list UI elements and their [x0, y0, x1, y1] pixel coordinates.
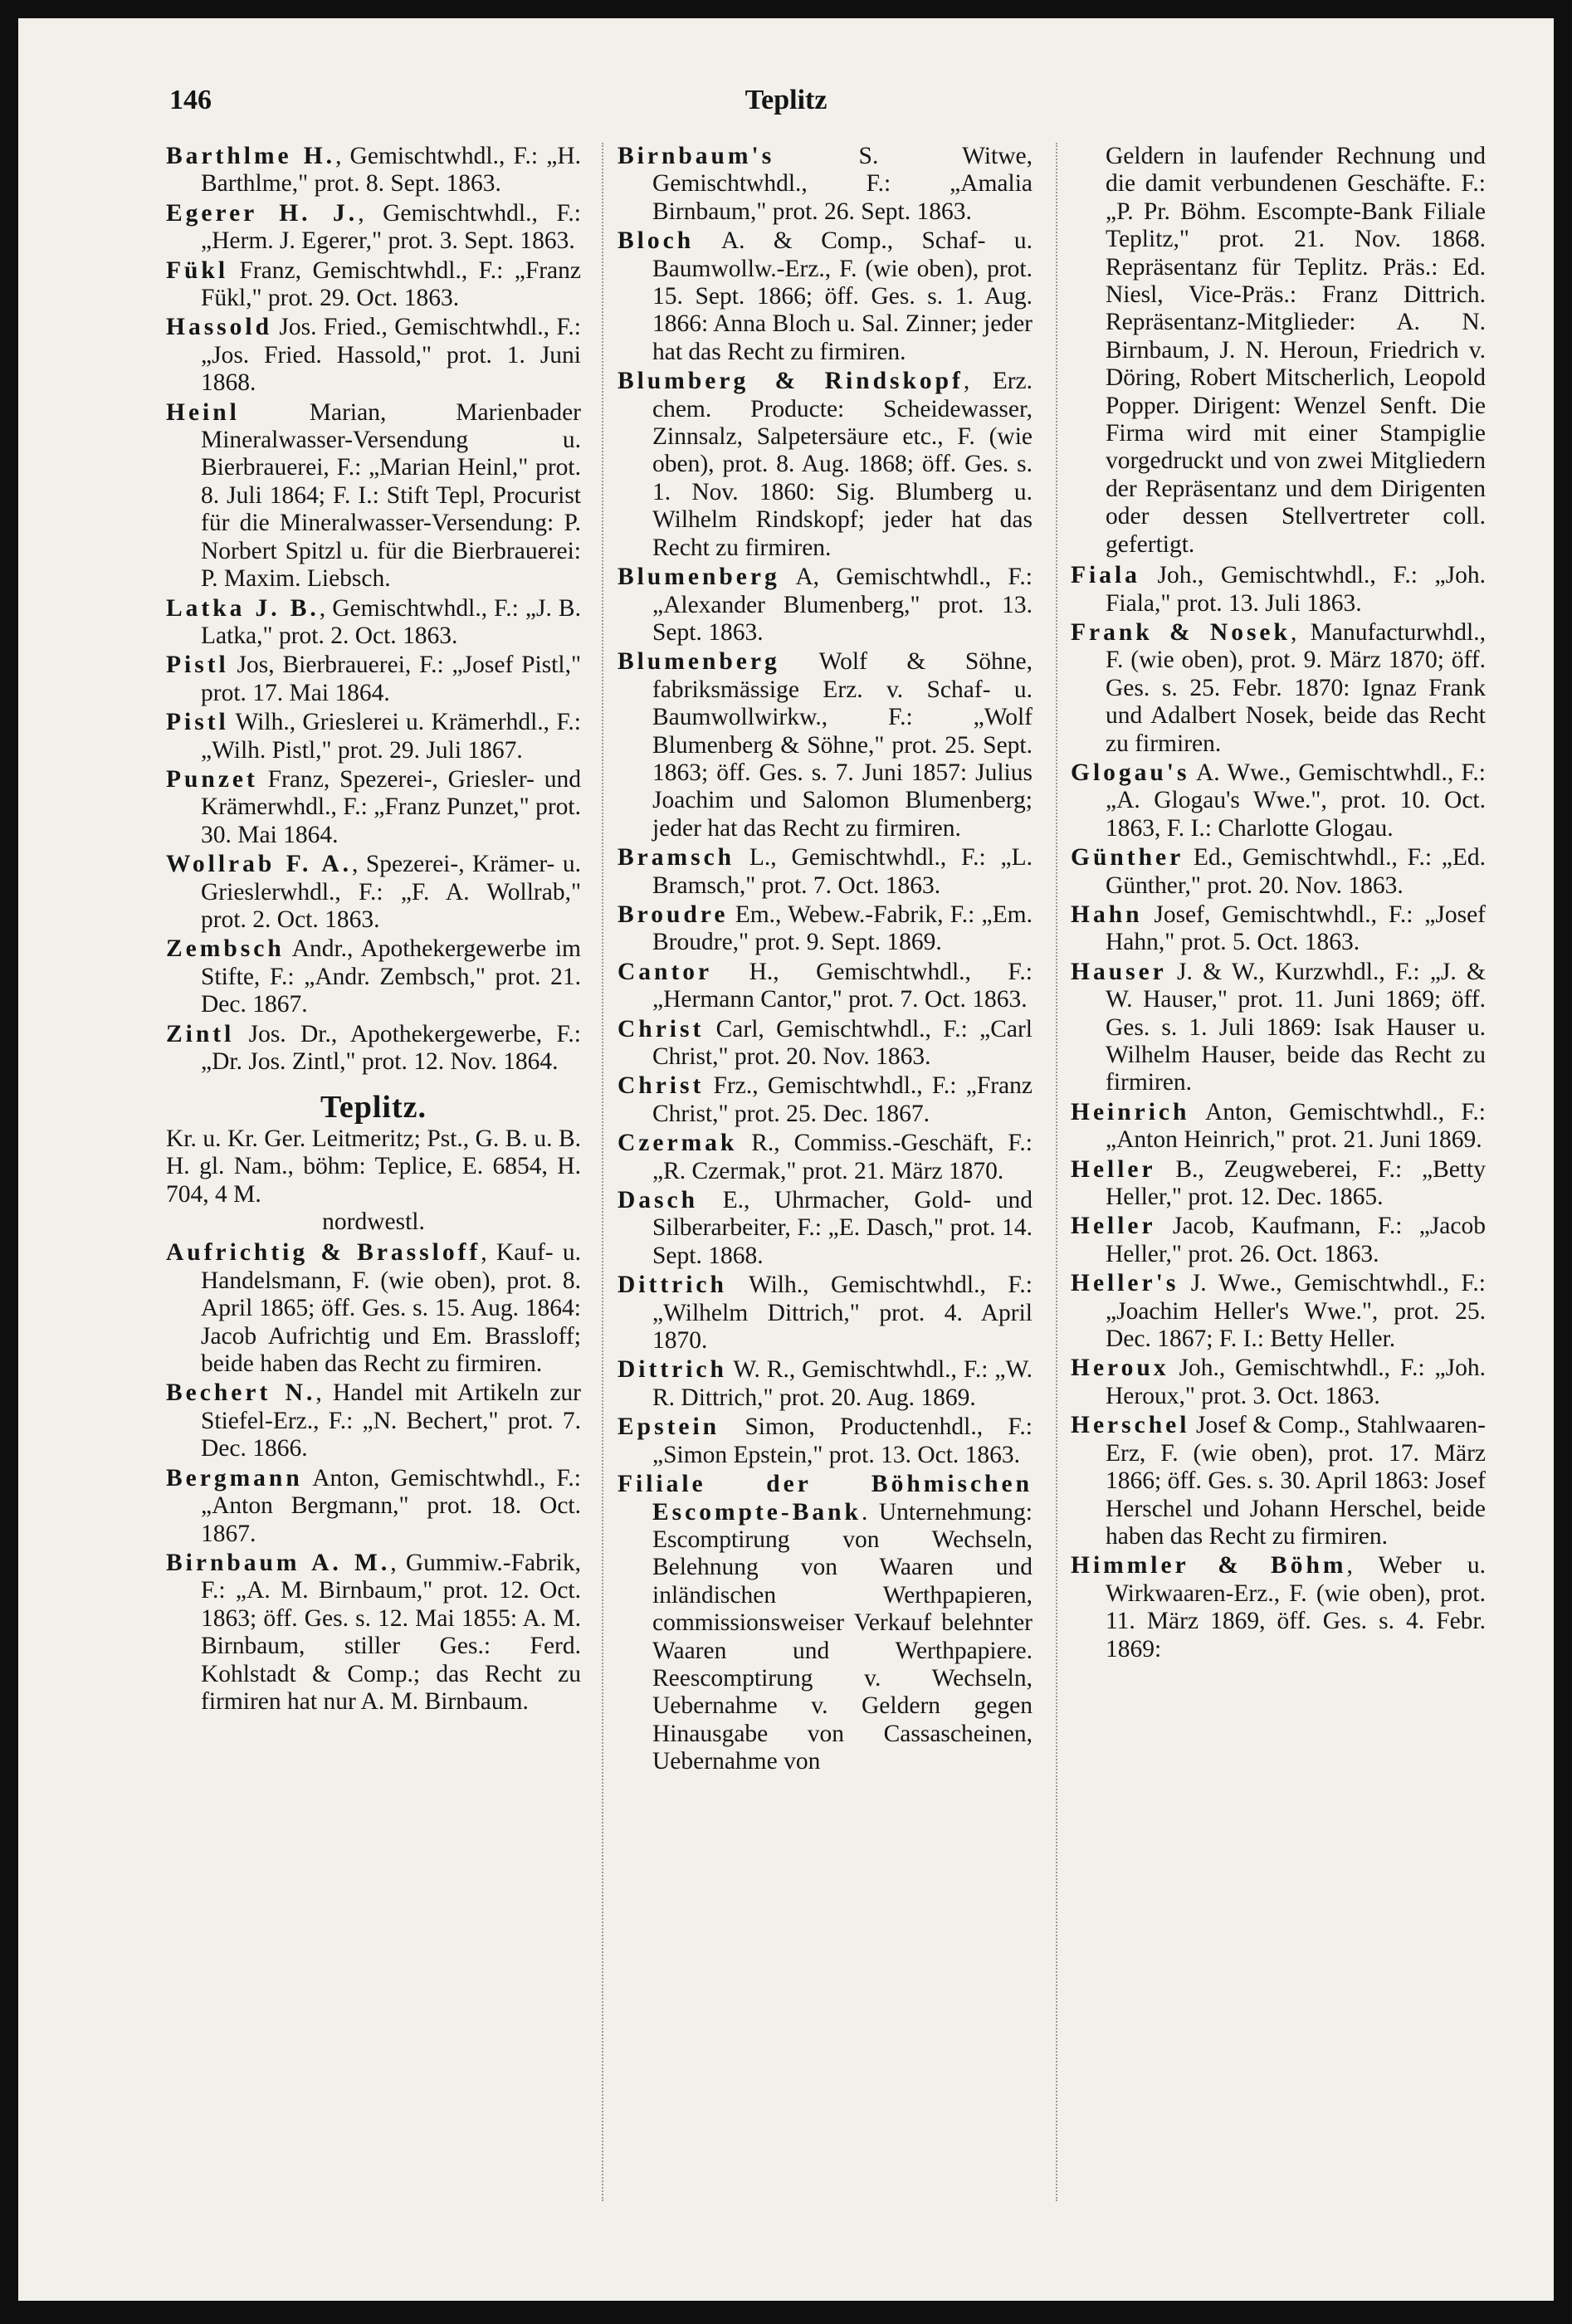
directory-entry	[166, 595, 581, 651]
directory-entry	[166, 1379, 581, 1462]
entry-body: A, Gemischtwhdl., F.: „Alexander Blumenberg," prot. 13. Sept. 1863.	[652, 564, 1033, 646]
entry-body: H., Gemischtwhdl., F.: „Hermann Cantor," prot. 7. Oct. 1863.	[652, 958, 1033, 1013]
entry-name: Birnbaum A. M.	[166, 1549, 391, 1576]
entry-name: Punzet	[166, 765, 258, 793]
entry-name: Broudre	[618, 901, 729, 928]
directory-entry	[166, 200, 581, 256]
entry-body: Marian, Marienbader Mineralwasser-Versendung u. Bierbrauerei, F.: „Marian Heinl," prot. 8. Juli 1864; F. I.: Stift Tepl, Procurist für die Mineralwasser-Versendung: P. Norbert Spitzl u. für die Bierbrauerei: P. Maxim. Liebsch.	[201, 398, 581, 593]
entry-body: Wolf & Söhne, fabriksmässige Erz. v. Schaf- u. Baumwollwirkw., F.: „Wolf Blumenberg & Söhne," prot. 25. Sept. 1863; öff. Ges. s. 7. Juni 1857: Julius Joachim und Salomon Blumenberg; jeder hat das Recht zu firmiren.	[652, 648, 1033, 842]
entry-name: Bramsch	[618, 844, 735, 872]
entry-name: Fiala	[1071, 562, 1140, 589]
directory-entry	[1071, 844, 1486, 900]
entry-name: Herschel	[1071, 1412, 1190, 1439]
directory-entry	[166, 851, 581, 934]
entry-body: E., Uhrmacher, Gold- und Silberarbeiter, F.: „E. Dasch," prot. 14. Sept. 1868.	[652, 1187, 1033, 1269]
directory-entry	[1071, 959, 1486, 1097]
entry-name: Hauser	[1071, 958, 1167, 985]
section-info-last: nordwestl.	[322, 1208, 425, 1236]
directory-entry	[1071, 1355, 1486, 1410]
entry-name: Blumberg & Rindskopf	[618, 368, 964, 395]
directory-entry	[618, 1130, 1033, 1185]
directory-entry	[618, 1187, 1033, 1270]
entry-name: Heroux	[1071, 1355, 1169, 1382]
entry-body: R., Commiss.-Geschäft, F.: „R. Czermak," prot. 21. März 1870.	[652, 1130, 1033, 1184]
entry-name: Aufrichtig & Brassloff	[166, 1239, 481, 1267]
running-title: Teplitz	[745, 85, 827, 115]
entry-name: Pistl	[166, 652, 229, 679]
entry-body: L., Gemischtwhdl., F.: „L. Bramsch," prot. 7. Oct. 1863.	[652, 844, 1033, 899]
entry-body: , Gemischtwhdl., F.: „J. B. Latka," prot. 2. Oct. 1863.	[201, 594, 581, 649]
entry-name: Latka J. B.	[166, 594, 320, 622]
entry-name: Glogau's	[1071, 759, 1190, 786]
directory-entry	[166, 143, 581, 198]
entry-body: J. Wwe., Gemischtwhdl., F.: „Joachim Heller's Wwe.", prot. 25. Dec. 1867; F. I.: Betty Heller.	[1106, 1270, 1486, 1353]
directory-entry	[166, 709, 581, 764]
entry-body: S. Witwe, Gemischtwhdl., F.: „Amalia Birnbaum," prot. 26. Sept. 1863.	[652, 143, 1033, 225]
entry-body: . Unternehmung: Escomptirung von Wechseln, Belehnung von Waaren und inländischen Werthpapieren, commissionsweiser Verkauf belehnter Waaren und Werthpapiere. Reescomptirung v. Wechseln, Uebernahme v. Geldern gegen Hinausgabe von Cassascheinen, Uebernahme von	[652, 1498, 1033, 1775]
entry-body: A. Wwe., Gemischtwhdl., F.: „A. Glogau's Wwe.", prot. 10. Oct. 1863, F. I.: Charlotte Glogau.	[1106, 759, 1486, 842]
directory-entry	[166, 935, 581, 1018]
directory-entry	[166, 1465, 581, 1548]
entry-body: Carl, Gemischtwhdl., F.: „Carl Christ," prot. 20. Nov. 1863.	[652, 1015, 1033, 1070]
section-info	[166, 1125, 581, 1237]
entry-body: , Gemischtwhdl., F.: „H. Barthlme," prot. 8. Sept. 1863.	[201, 143, 581, 198]
entry-name: Dasch	[618, 1187, 699, 1214]
column-divider	[602, 143, 605, 2201]
column-2	[618, 143, 1033, 1778]
entry-name: Günther	[1071, 844, 1184, 872]
entry-body: , Gemischtwhdl., F.: „Herm. J. Egerer," prot. 3. Sept. 1863.	[201, 199, 581, 255]
entry-body: J. & W., Kurzwhdl., F.: „J. & W. Hauser," prot. 11. Juni 1869; öff. Ges. s. 1. Juli 1869: Isak Hauser u. Wilhelm Hauser, beide das Recht zu firmiren.	[1106, 958, 1486, 1096]
entry-name: Bergmann	[166, 1464, 303, 1492]
entry-name: Bechert N.	[166, 1379, 316, 1407]
section-title: Teplitz.	[320, 1090, 427, 1125]
entry-body: A. & Comp., Schaf- u. Baumwollw.-Erz., F. (wie oben), prot. 15. Sept. 1866; öff. Ges. s. 1. Aug. 1866: Anna Bloch u. Sal. Zinner; jeder hat das Recht zu firmiren.	[652, 227, 1033, 365]
entry-name: Zintl	[166, 1020, 235, 1047]
directory-entry	[618, 564, 1033, 647]
page-number: 146	[169, 85, 212, 115]
entry-body: Wilh., Grieslerei u. Krämerhdl., F.: „Wilh. Pistl," prot. 29. Juli 1867.	[201, 709, 581, 764]
entry-name: Dittrich	[618, 1356, 727, 1384]
entry-body: Anton, Gemischtwhdl., F.: „Anton Bergmann," prot. 18. Oct. 1867.	[201, 1464, 581, 1547]
entry-name: Blumenberg	[618, 648, 780, 676]
directory-entry	[618, 227, 1033, 366]
directory-entry	[166, 1550, 581, 1716]
entry-body: Jos. Dr., Apothekergewerbe, F.: „Dr. Jos. Zintl," prot. 12. Nov. 1864.	[201, 1020, 581, 1075]
directory-entry	[618, 648, 1033, 842]
entry-name: Bloch	[618, 227, 695, 255]
entry-name: Frank & Nosek	[1071, 618, 1291, 646]
entry-name: Hahn	[1071, 901, 1143, 928]
page	[18, 18, 1554, 2301]
entry-name: Zembsch	[166, 935, 285, 963]
entry-name: Fükl	[166, 256, 229, 284]
entry-body: Joh., Gemischtwhdl., F.: „Joh. Heroux," prot. 3. Oct. 1863.	[1106, 1355, 1486, 1409]
directory-entry	[618, 1072, 1033, 1128]
entry-name: Cantor	[618, 958, 713, 985]
entry-name: Heller	[1071, 1155, 1156, 1183]
column-divider	[1056, 143, 1059, 2201]
directory-entry	[1071, 1156, 1486, 1212]
directory-entry	[618, 1471, 1033, 1775]
entry-name: Himmler & Böhm	[1071, 1552, 1347, 1579]
directory-entry	[618, 143, 1033, 226]
entry-name: Christ	[618, 1015, 705, 1042]
entry-body: Andr., Apothekergewerbe im Stifte, F.: „Andr. Zembsch," prot. 21. Dec. 1867.	[201, 935, 581, 1018]
entry-name: Birnbaum's	[618, 143, 775, 169]
directory-entry	[1071, 1552, 1486, 1663]
directory-entry	[618, 1356, 1033, 1412]
directory-entry	[166, 314, 581, 397]
directory-entry	[1071, 1412, 1486, 1550]
entry-body: Jos, Bierbrauerei, F.: „Josef Pistl," prot. 17. Mai 1864.	[201, 652, 581, 706]
entry-name: Filiale der Böhmischen Escompte-Bank	[618, 1471, 1033, 1526]
entry-name: Wollrab F. A.	[166, 851, 352, 878]
entry-body: Franz, Spezerei-, Griesler- und Krämerwhdl., F.: „Franz Punzet," prot. 30. Mai 1864.	[201, 765, 581, 848]
page-header	[18, 66, 1554, 116]
column-1	[166, 143, 581, 1717]
entry-body: Joh., Gemischtwhdl., F.: „Joh. Fiala," prot. 13. Juli 1863.	[1106, 562, 1486, 617]
entry-body: , Kauf- u. Handelsmann, F. (wie oben), prot. 8. April 1865; öff. Ges. s. 15. Aug. 1864: Jacob Aufrichtig und Em. Brassloff; beide haben das Recht zu firmiren.	[201, 1239, 581, 1378]
section-info-text: Kr. u. Kr. Ger. Leitmeritz; Pst., G. B. u. B. H. gl. Nam., böhm: Teplice, E. 6854, H. 704, 4 M.	[166, 1125, 581, 1208]
entry-name: Hassold	[166, 314, 273, 341]
continuation-text: Geldern in laufender Rechnung und die damit verbundenen Geschäfte. F.: „P. Pr. Böhm. Escompte-Bank Filiale Teplitz," prot. 21. Nov. 1868. Repräsentanz für Teplitz. Präs.: Ed. Niesl, Vice-Präs.: Franz Dittrich. Repräsentanz-Mitglieder: A. N. Birnbaum, J. N. Heroun, Friedrich v. Döring, Robert Mitscherlich, Leopold Popper. Dirigent: Wenzel Senft. Die Firma wird mit einer Stampiglie vorgedruckt und von zwei Mitgliedern der Repräsentanz und dem Dirigenten oder dessen Stellvertreter coll. gefertigt.	[1106, 143, 1486, 558]
directory-entry	[1071, 619, 1486, 758]
entry-body: Simon, Productenhdl., F.: „Simon Epstein," prot. 13. Oct. 1863.	[652, 1413, 1033, 1468]
entry-name: Heller	[1071, 1213, 1156, 1240]
entry-name: Czermak	[618, 1130, 738, 1157]
directory-entry	[166, 1239, 581, 1378]
entry-body: , Weber u. Wirkwaaren-Erz., F. (wie oben), prot. 11. März 1869, öff. Ges. s. 4. Febr. 1869:	[1106, 1552, 1486, 1662]
entry-body: , Spezerei-, Krämer- u. Grieslerwhdl., F.: „F. A. Wollrab," prot. 2. Oct. 1863.	[201, 851, 581, 933]
directory-entry	[1071, 1213, 1486, 1268]
directory-entry	[618, 1272, 1033, 1355]
directory-entry	[618, 844, 1033, 900]
entry-name: Epstein	[618, 1413, 720, 1441]
entry-body: Josef & Comp., Stahlwaaren-Erz, F. (wie oben), prot. 17. März 1866; öff. Ges. s. 30. April 1863: Josef Herschel und Johann Herschel, beide haben das Recht zu firmiren.	[1106, 1412, 1486, 1550]
directory-entry	[618, 1016, 1033, 1072]
directory-entry	[618, 901, 1033, 957]
entry-name: Christ	[618, 1072, 705, 1100]
directory-entry	[166, 652, 581, 707]
entry-body: B., Zeugweberei, F.: „Betty Heller," prot. 12. Dec. 1865.	[1106, 1155, 1486, 1211]
entry-body: Anton, Gemischtwhdl., F.: „Anton Heinrich," prot. 21. Juni 1869.	[1106, 1098, 1486, 1154]
entry-name: Pistl	[166, 709, 229, 736]
entry-name: Barthlme H.	[166, 143, 336, 169]
column-3	[1071, 143, 1486, 1665]
entry-body: W. R., Gemischtwhdl., F.: „W. R. Dittrich," prot. 20. Aug. 1869.	[652, 1356, 1033, 1411]
directory-entry	[618, 368, 1033, 562]
directory-entry	[618, 1413, 1033, 1469]
entry-body: Ed., Gemischtwhdl., F.: „Ed. Günther," prot. 20. Nov. 1863.	[1106, 844, 1486, 899]
directory-entry	[166, 1021, 581, 1077]
directory-entry	[1071, 1270, 1486, 1353]
entry-body: Franz, Gemischtwhdl., F.: „Franz Fükl," prot. 29. Oct. 1863.	[201, 256, 581, 312]
entry-body: Frz., Gemischtwhdl., F.: „Franz Christ," prot. 25. Dec. 1867.	[652, 1072, 1033, 1127]
entry-name: Heinl	[166, 398, 240, 426]
entry-body: , Gummiw.-Fabrik, F.: „A. M. Birnbaum," prot. 12. Oct. 1863; öff. Ges. s. 12. Mai 1855: A. M. Birnbaum, stiller Ges.: Ferd. Kohlstadt & Comp.; das Recht zu firmiren hat nur A. M. Birnbaum.	[201, 1549, 582, 1715]
directory-entry	[1071, 562, 1486, 618]
entry-name: Dittrich	[618, 1272, 727, 1299]
directory-entry	[166, 257, 581, 313]
entry-name: Heller's	[1071, 1270, 1179, 1297]
directory-entry	[166, 766, 581, 849]
entry-body: Jacob, Kaufmann, F.: „Jacob Heller," prot. 26. Oct. 1863.	[1106, 1213, 1486, 1267]
entry-name: Egerer H. J.	[166, 199, 359, 227]
directory-entry	[166, 399, 581, 593]
directory-entry	[1071, 759, 1486, 842]
entry-body: Jos. Fried., Gemischtwhdl., F.: „Jos. Fried. Hassold," prot. 1. Juni 1868.	[201, 314, 581, 397]
directory-entry	[618, 959, 1033, 1014]
entry-body: Wilh., Gemischtwhdl., F.: „Wilhelm Dittrich," prot. 4. April 1870.	[652, 1272, 1033, 1355]
directory-entry	[1071, 901, 1486, 957]
entry-name: Blumenberg	[618, 564, 780, 591]
entry-body: , Handel mit Artikeln zur Stiefel-Erz., F.: „N. Bechert," prot. 7. Dec. 1866.	[201, 1379, 582, 1462]
entry-body: , Manufacturwhdl., F. (wie oben), prot. 9. März 1870; öff. Ges. s. 25. Febr. 1870: Ignaz Frank und Adalbert Nosek, beide das Recht zu firmiren.	[1106, 618, 1486, 757]
entry-body: Josef, Gemischtwhdl., F.: „Josef Hahn," prot. 5. Oct. 1863.	[1106, 901, 1486, 956]
entry-name: Heinrich	[1071, 1098, 1190, 1125]
entry-body: Em., Webew.-Fabrik, F.: „Em. Broudre," prot. 9. Sept. 1869.	[652, 901, 1033, 956]
entry-body: , Erz. chem. Producte: Scheidewasser, Zinnsalz, Salpetersäure etc., F. (wie oben), prot. 8. Aug. 1868; öff. Ges. s. 1. Nov. 1860: Sig. Blumberg u. Wilhelm Rindskopf; jeder hat das Recht zu firmiren.	[652, 368, 1033, 561]
directory-entry	[1071, 1099, 1486, 1155]
